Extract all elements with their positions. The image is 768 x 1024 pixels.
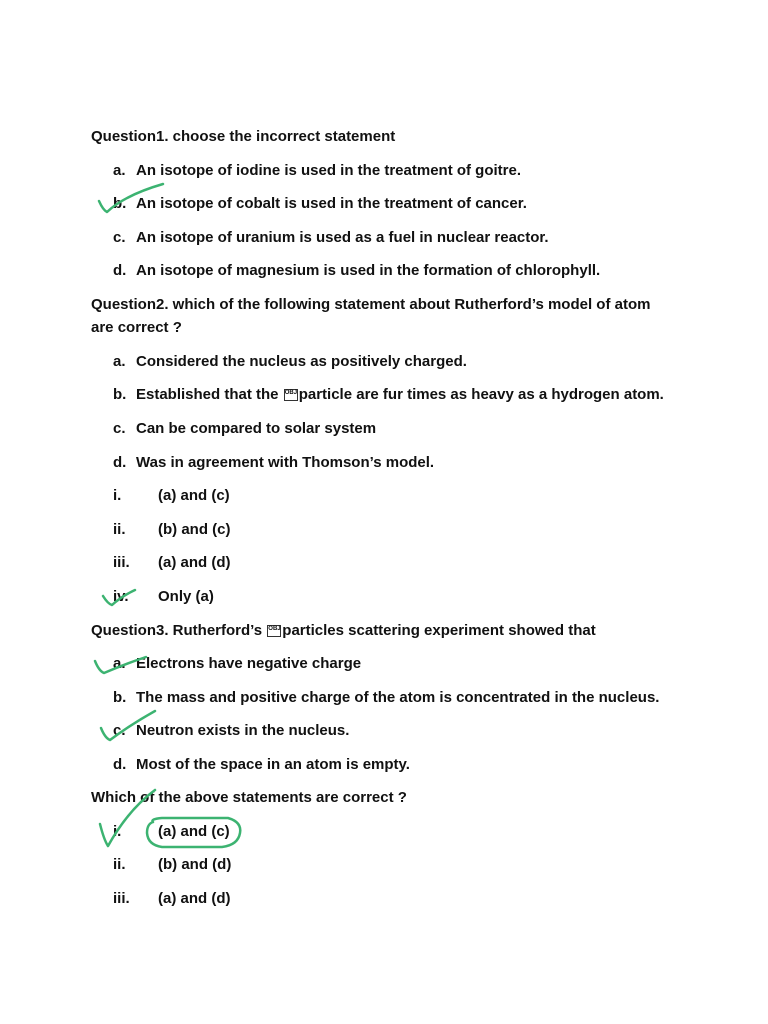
option-text: Was in agreement with Thomson’s model. (136, 454, 435, 471)
question-2-title-line-2: are correct ? (91, 319, 182, 336)
option-label: c. (113, 229, 126, 246)
question-1-title: Question1. choose the incorrect statement (91, 128, 396, 145)
option-label: b. (113, 386, 127, 403)
option-text: Can be compared to solar system (136, 420, 377, 437)
option-text-after: particle are fur times as heavy as a hydrogen atom. (298, 386, 664, 403)
answer-label: iii. (113, 554, 130, 571)
option-text: Most of the space in an atom is empty. (136, 756, 410, 773)
answer-label: ii. (113, 856, 126, 873)
option-label: a. (113, 353, 126, 370)
option-text: Considered the nucleus as positively charged. (136, 353, 467, 370)
option-text: The mass and positive charge of the atom is concentrated in the nucleus. (136, 689, 660, 706)
option-text: An isotope of uranium is used as a fuel in nuclear reactor. (136, 229, 549, 246)
option-label: d. (113, 756, 127, 773)
answer-text: (a) and (c) (158, 487, 230, 504)
option-text: Neutron exists in the nucleus. (136, 722, 350, 739)
option-label: a. (113, 162, 126, 179)
option-text-before: Established that the (136, 386, 283, 403)
question-3-title (91, 620, 596, 642)
option-label: b. (113, 195, 127, 212)
option-label: d. (113, 262, 127, 279)
option-label: c. (113, 420, 126, 437)
option-text: An isotope of iodine is used in the treatment of goitre. (136, 162, 522, 179)
option-text (136, 384, 664, 406)
option-text: An isotope of cobalt is used in the treatment of cancer. (136, 195, 527, 212)
answer-text: (a) and (d) (158, 890, 231, 907)
answer-text: (a) and (d) (158, 554, 231, 571)
question-3-title-after: particles scattering experiment showed that (282, 622, 596, 639)
answer-text: Only (a) (158, 588, 214, 605)
answer-text: (a) and (c) (158, 823, 230, 840)
answer-label: ii. (113, 521, 126, 538)
answer-label: iv. (113, 588, 129, 605)
option-text: Electrons have negative charge (136, 655, 362, 672)
option-label: d. (113, 454, 127, 471)
option-label: b. (113, 689, 127, 706)
missing-glyph-icon: OBJ (284, 389, 298, 401)
answer-label: i. (113, 823, 122, 840)
missing-glyph-icon: OBJ (267, 625, 281, 637)
question-3-title-before: Question3. Rutherford’s (91, 622, 267, 639)
option-label: c. (113, 722, 126, 739)
option-text: An isotope of magnesium is used in the formation of chlorophyll. (136, 262, 601, 279)
answer-label: i. (113, 487, 122, 504)
option-label: a. (113, 655, 126, 672)
answer-text: (b) and (d) (158, 856, 232, 873)
answer-text: (b) and (c) (158, 521, 231, 538)
question-2-title-line-1: Question2. which of the following statement about Rutherford’s model of atom (91, 296, 651, 313)
answer-label: iii. (113, 890, 130, 907)
question-3-prompt: Which of the above statements are correct ? (91, 789, 407, 806)
